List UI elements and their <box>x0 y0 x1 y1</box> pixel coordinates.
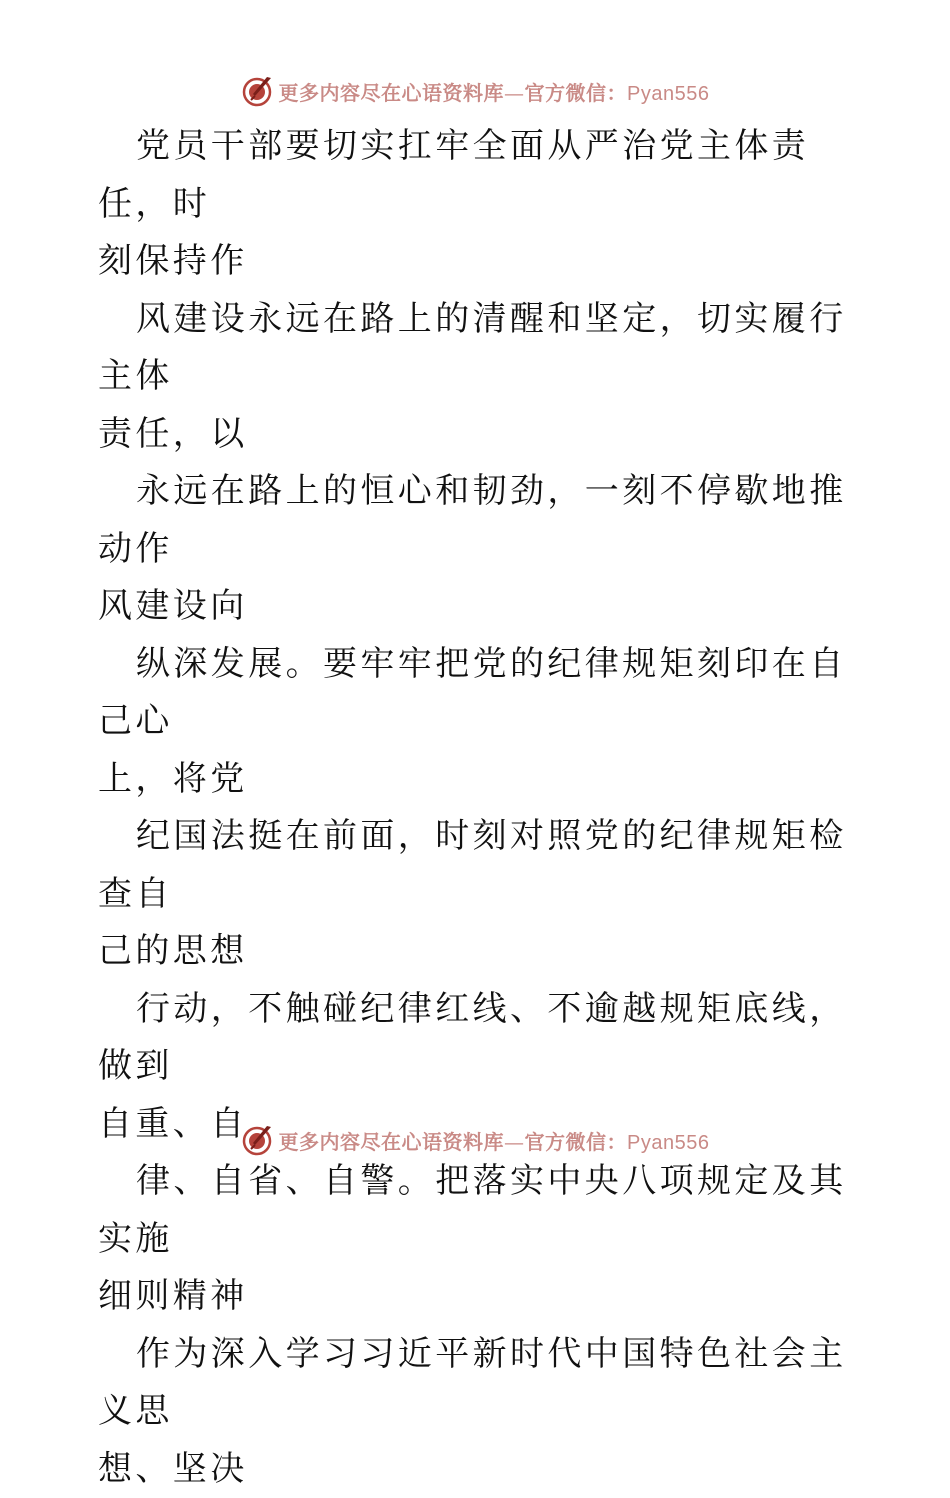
document-body <box>98 118 858 1498</box>
line-rest: 自重、自 <box>98 1104 248 1144</box>
footer-site-name: 更多内容尽在心语资料库 <box>279 1130 505 1154</box>
paragraph <box>98 118 858 291</box>
line-rest: 想、坚决 <box>98 1449 248 1489</box>
header-wechat-id: Pyan556 <box>627 83 709 105</box>
paragraph <box>98 1153 858 1326</box>
paragraph <box>98 636 858 809</box>
header-watermark <box>0 71 950 111</box>
paragraph <box>98 291 858 464</box>
footer-separator: — <box>504 1130 525 1154</box>
line-first: 纪国法挺在前面，时刻对照党的纪律规矩检查自 <box>98 816 847 914</box>
line-first: 行动，不触碰纪律红线、不逾越规矩底线，做到 <box>98 989 847 1087</box>
paragraph <box>98 463 858 636</box>
footer-wechat-label: 官方微信： <box>525 1130 628 1154</box>
line-first: 党员干部要切实扛牢全面从严治党主体责任，时 <box>98 126 809 224</box>
header-separator: — <box>504 81 525 105</box>
footer-watermark <box>0 1120 950 1160</box>
line-first: 纵深发展。要牢牢把党的纪律规矩刻印在自己心 <box>98 644 847 742</box>
header-wechat-label: 官方微信： <box>525 81 628 105</box>
line-rest: 己的思想 <box>98 931 248 971</box>
quill-logo-icon <box>241 1123 275 1157</box>
line-rest: 责任，以 <box>98 414 248 454</box>
quill-logo-icon <box>241 74 275 108</box>
line-rest: 风建设向 <box>98 586 248 626</box>
line-first: 风建设永远在路上的清醒和坚定，切实履行主体 <box>98 299 847 397</box>
footer-wechat-id: Pyan556 <box>627 1132 709 1154</box>
line-rest: 刻保持作 <box>98 241 248 281</box>
line-rest: 细则精神 <box>98 1276 248 1316</box>
line-first: 永远在路上的恒心和韧劲，一刻不停歇地推动作 <box>98 471 847 569</box>
line-rest: 上，将党 <box>98 759 248 799</box>
header-site-name: 更多内容尽在心语资料库 <box>279 81 505 105</box>
line-first: 律、自省、自警。把落实中央八项规定及其实施 <box>98 1161 847 1259</box>
paragraph <box>98 808 858 981</box>
paragraph <box>98 1326 858 1498</box>
line-first: 作为深入学习习近平新时代中国特色社会主义思 <box>98 1334 847 1432</box>
